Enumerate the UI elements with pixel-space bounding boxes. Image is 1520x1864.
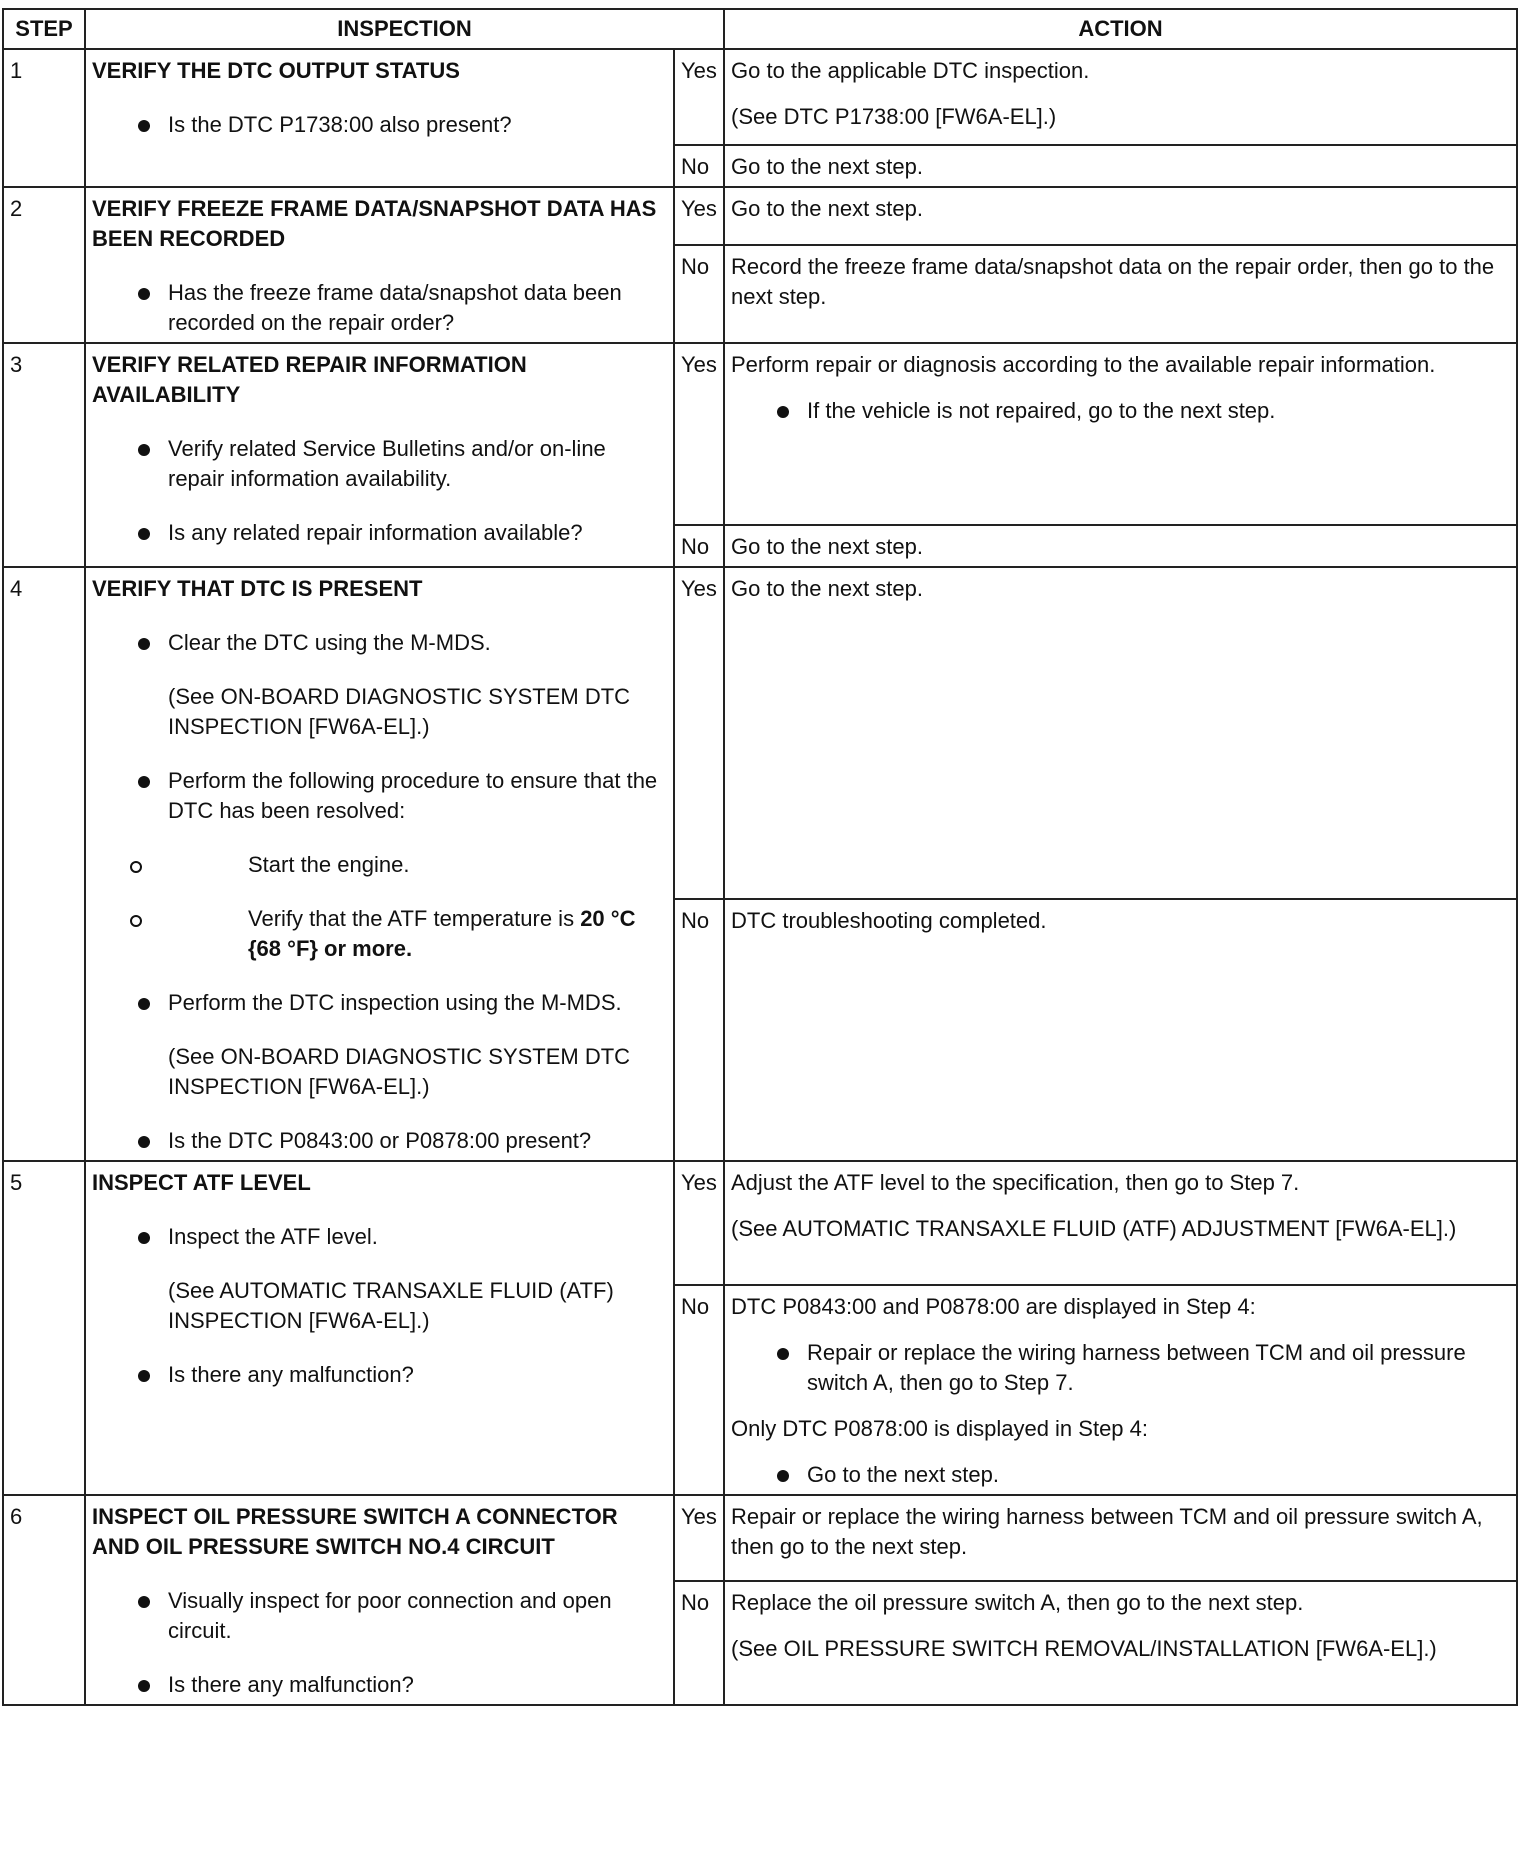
table-row bbox=[3, 187, 1517, 245]
step-number: 5 bbox=[3, 1161, 85, 1495]
yes-action: Go to the next step. bbox=[724, 187, 1517, 245]
action-text: Only DTC P0878:00 is displayed in Step 4: bbox=[731, 1416, 1149, 1441]
list-item: Verify related Service Bulletins and/or on-line repair information availability. bbox=[92, 434, 667, 494]
step-title: VERIFY FREEZE FRAME DATA/SNAPSHOT DATA HAS BEEN RECORDED bbox=[92, 196, 657, 251]
table-row bbox=[3, 49, 1517, 145]
action-reference: (See OIL PRESSURE SWITCH REMOVAL/INSTALLATION [FW6A-EL].) bbox=[731, 1636, 1437, 1661]
action-text: Perform repair or diagnosis according to the available repair information. bbox=[731, 352, 1436, 377]
bullet-list bbox=[92, 988, 667, 1156]
yes-label: Yes bbox=[674, 187, 724, 245]
bullet-list bbox=[92, 434, 667, 548]
yes-label: Yes bbox=[674, 343, 724, 525]
no-label: No bbox=[674, 245, 724, 343]
bullet-list bbox=[92, 278, 667, 338]
list-item: Is there any malfunction? bbox=[92, 1360, 667, 1390]
inspection-cell bbox=[85, 1495, 674, 1705]
list-item bbox=[92, 988, 667, 1102]
sub-bullet-list bbox=[92, 850, 667, 964]
step-number: 3 bbox=[3, 343, 85, 567]
bullet-list bbox=[92, 628, 667, 826]
inspection-cell bbox=[85, 343, 674, 567]
action-text: Adjust the ATF level to the specification, then go to Step 7. bbox=[731, 1170, 1300, 1195]
yes-label: Yes bbox=[674, 1495, 724, 1581]
action-reference: (See AUTOMATIC TRANSAXLE FLUID (ATF) ADJUSTMENT [FW6A-EL].) bbox=[731, 1216, 1457, 1241]
action-reference: (See DTC P1738:00 [FW6A-EL].) bbox=[731, 104, 1057, 129]
bullet-text: Clear the DTC using the M-MDS. bbox=[168, 630, 491, 655]
list-item bbox=[92, 904, 667, 964]
inspection-cell bbox=[85, 49, 674, 187]
list-item bbox=[92, 628, 667, 742]
table-row bbox=[3, 1495, 1517, 1581]
no-label: No bbox=[674, 1581, 724, 1705]
action-text: Replace the oil pressure switch A, then go to the next step. bbox=[731, 1590, 1304, 1615]
list-item: Has the freeze frame data/snapshot data been recorded on the repair order? bbox=[92, 278, 667, 338]
action-bullet-list bbox=[731, 396, 1510, 426]
bullet-reference: (See ON-BOARD DIAGNOSTIC SYSTEM DTC INSPECTION [FW6A-EL].) bbox=[168, 684, 631, 739]
header-step: STEP bbox=[3, 9, 85, 49]
table-row bbox=[3, 1161, 1517, 1285]
diagnostic-procedure-table bbox=[2, 8, 1518, 1706]
bullet-list bbox=[92, 1586, 667, 1700]
no-label: No bbox=[674, 145, 724, 187]
bullet-text: Perform the DTC inspection using the M-MDS. bbox=[168, 990, 622, 1015]
bullet-list bbox=[92, 1222, 667, 1390]
yes-label: Yes bbox=[674, 1161, 724, 1285]
bullet-text: Perform the following procedure to ensure that the DTC has been resolved: bbox=[168, 768, 658, 823]
inspection-cell bbox=[85, 1161, 674, 1495]
list-item bbox=[92, 1222, 667, 1336]
yes-action bbox=[724, 343, 1517, 525]
list-item: Is the DTC P0843:00 or P0878:00 present? bbox=[92, 1126, 667, 1156]
action-text: Go to the applicable DTC inspection. bbox=[731, 58, 1090, 83]
list-item: If the vehicle is not repaired, go to the next step. bbox=[731, 396, 1510, 426]
step-title: VERIFY THAT DTC IS PRESENT bbox=[92, 576, 423, 601]
no-label: No bbox=[674, 899, 724, 1161]
spec-period: . bbox=[405, 936, 413, 961]
header-action: ACTION bbox=[724, 9, 1517, 49]
step-number: 4 bbox=[3, 567, 85, 1161]
temperature-spec: 20 °C {68 °F} or more bbox=[248, 906, 636, 961]
action-bullet-list bbox=[731, 1460, 1510, 1490]
step-number: 1 bbox=[3, 49, 85, 187]
bullet-list bbox=[92, 110, 667, 140]
table-row bbox=[3, 567, 1517, 899]
yes-action bbox=[724, 1161, 1517, 1285]
step-title: VERIFY RELATED REPAIR INFORMATION AVAILABILITY bbox=[92, 352, 527, 407]
no-action: Record the freeze frame data/snapshot data on the repair order, then go to the next step. bbox=[724, 245, 1517, 343]
no-label: No bbox=[674, 1285, 724, 1495]
no-action bbox=[724, 1285, 1517, 1495]
list-item: Repair or replace the wiring harness between TCM and oil pressure switch A, then go to Step 7. bbox=[731, 1338, 1510, 1398]
list-item: Is there any malfunction? bbox=[92, 1670, 667, 1700]
list-item: Visually inspect for poor connection and open circuit. bbox=[92, 1586, 667, 1646]
list-item: Is any related repair information available? bbox=[92, 518, 667, 548]
action-bullet-list bbox=[731, 1338, 1510, 1398]
no-label: No bbox=[674, 525, 724, 567]
bullet-text: Inspect the ATF level. bbox=[168, 1224, 378, 1249]
yes-action: Repair or replace the wiring harness between TCM and oil pressure switch A, then go to the next step. bbox=[724, 1495, 1517, 1581]
table-header-row bbox=[3, 9, 1517, 49]
list-item: Start the engine. bbox=[92, 850, 667, 880]
yes-action bbox=[724, 49, 1517, 145]
step-title: INSPECT ATF LEVEL bbox=[92, 1170, 311, 1195]
yes-action: Go to the next step. bbox=[724, 567, 1517, 899]
step-number: 6 bbox=[3, 1495, 85, 1705]
bullet-reference: (See ON-BOARD DIAGNOSTIC SYSTEM DTC INSPECTION [FW6A-EL].) bbox=[168, 1044, 631, 1099]
action-text: DTC P0843:00 and P0878:00 are displayed in Step 4: bbox=[731, 1294, 1256, 1319]
no-action: Go to the next step. bbox=[724, 145, 1517, 187]
yes-label: Yes bbox=[674, 567, 724, 899]
step-number: 2 bbox=[3, 187, 85, 343]
list-item: Is the DTC P1738:00 also present? bbox=[92, 110, 667, 140]
step-title: VERIFY THE DTC OUTPUT STATUS bbox=[92, 58, 460, 83]
inspection-cell bbox=[85, 187, 674, 343]
yes-label: Yes bbox=[674, 49, 724, 145]
no-action: DTC troubleshooting completed. bbox=[724, 899, 1517, 1161]
header-inspection: INSPECTION bbox=[85, 9, 724, 49]
step-title: INSPECT OIL PRESSURE SWITCH A CONNECTOR AND OIL PRESSURE SWITCH NO.4 CIRCUIT bbox=[92, 1504, 618, 1559]
no-action bbox=[724, 1581, 1517, 1705]
list-item: Go to the next step. bbox=[731, 1460, 1510, 1490]
no-action: Go to the next step. bbox=[724, 525, 1517, 567]
bullet-reference: (See AUTOMATIC TRANSAXLE FLUID (ATF) INSPECTION [FW6A-EL].) bbox=[168, 1278, 614, 1333]
list-item bbox=[92, 766, 667, 826]
inspection-cell bbox=[85, 567, 674, 1161]
table-row bbox=[3, 343, 1517, 525]
sub-bullet-text: Verify that the ATF temperature is bbox=[248, 906, 581, 931]
